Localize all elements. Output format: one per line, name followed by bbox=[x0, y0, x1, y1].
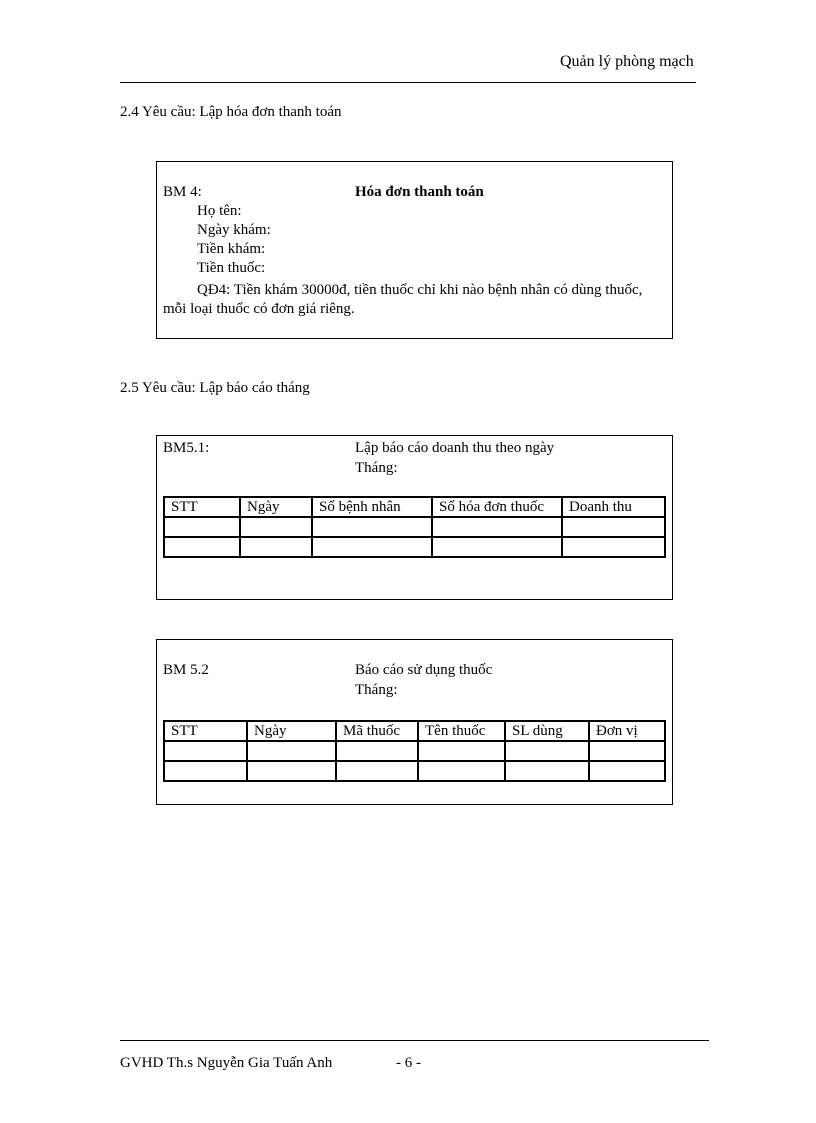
table-bm51 bbox=[163, 496, 666, 558]
col-header-don-vi: Đơn vị bbox=[589, 721, 665, 741]
field-ngay-kham: Ngày khám: bbox=[197, 222, 271, 238]
table-cell bbox=[240, 517, 312, 537]
table-cell bbox=[312, 517, 432, 537]
table-cell bbox=[562, 537, 665, 557]
table-cell bbox=[312, 537, 432, 557]
table-cell bbox=[589, 761, 665, 781]
form-bm52-code: BM 5.2 bbox=[163, 662, 209, 678]
col-header-so-benh-nhan: Số bệnh nhân bbox=[312, 497, 432, 517]
table-cell bbox=[164, 741, 247, 761]
field-ho-ten: Họ tên: bbox=[197, 203, 242, 219]
form-bm51-title: Lập báo cáo doanh thu theo ngày bbox=[355, 440, 555, 456]
table-cell bbox=[562, 517, 665, 537]
table-cell bbox=[240, 537, 312, 557]
col-header-so-hoa-don-thuoc: Số hóa đơn thuốc bbox=[432, 497, 562, 517]
col-header-stt: STT bbox=[164, 721, 247, 741]
field-tien-thuoc: Tiền thuốc: bbox=[197, 260, 266, 276]
form-bm4 bbox=[156, 161, 673, 339]
table-cell bbox=[164, 537, 240, 557]
footer-rule bbox=[120, 1040, 709, 1041]
table-row bbox=[164, 537, 665, 557]
footer-advisor: GVHD Th.s Nguyễn Gia Tuấn Anh bbox=[120, 1055, 333, 1071]
section-24-heading: 2.4 Yêu cầu: Lập hóa đơn thanh toán bbox=[120, 104, 342, 120]
table-row bbox=[164, 517, 665, 537]
form-bm51 bbox=[156, 435, 673, 600]
table-cell bbox=[432, 537, 562, 557]
table-cell bbox=[336, 741, 418, 761]
col-header-doanh-thu: Doanh thu bbox=[562, 497, 665, 517]
table-cell bbox=[336, 761, 418, 781]
table-row bbox=[164, 741, 665, 761]
table-cell bbox=[247, 761, 336, 781]
section-25-heading: 2.5 Yêu cầu: Lập báo cáo tháng bbox=[120, 380, 310, 396]
table-header-row bbox=[164, 721, 665, 741]
form-bm51-code: BM5.1: bbox=[163, 440, 210, 456]
table-cell bbox=[418, 741, 505, 761]
col-header-ngay: Ngày bbox=[247, 721, 336, 741]
table-header-row bbox=[164, 497, 665, 517]
col-header-ngay: Ngày bbox=[240, 497, 312, 517]
col-header-ma-thuoc: Mã thuốc bbox=[336, 721, 418, 741]
form-bm4-code: BM 4: bbox=[163, 184, 202, 200]
field-tien-kham: Tiền khám: bbox=[197, 241, 266, 257]
table-cell bbox=[432, 517, 562, 537]
col-header-stt: STT bbox=[164, 497, 240, 517]
form-bm4-title: Hóa đơn thanh toán bbox=[355, 184, 484, 200]
footer-page-number: - 6 - bbox=[396, 1055, 421, 1071]
rule-qd4: QĐ4: Tiền khám 30000đ, tiền thuốc chỉ khi nào bệnh nhân có dùng thuốc, mỗi loại thuốc có đơn giá riêng. bbox=[163, 282, 643, 317]
col-header-sl-dung: SL dùng bbox=[505, 721, 589, 741]
form-bm51-month-label: Tháng: bbox=[355, 460, 398, 476]
table-cell bbox=[164, 761, 247, 781]
col-header-ten-thuoc: Tên thuốc bbox=[418, 721, 505, 741]
table-cell bbox=[505, 741, 589, 761]
table-cell bbox=[418, 761, 505, 781]
table-cell bbox=[505, 761, 589, 781]
header-rule bbox=[120, 82, 696, 83]
table-cell bbox=[164, 517, 240, 537]
table-cell bbox=[589, 741, 665, 761]
form-bm52 bbox=[156, 639, 673, 805]
table-cell bbox=[247, 741, 336, 761]
form-bm52-title: Báo cáo sử dụng thuốc bbox=[355, 662, 493, 678]
form-bm52-month-label: Tháng: bbox=[355, 682, 398, 698]
table-row bbox=[164, 761, 665, 781]
table-bm52 bbox=[163, 720, 666, 782]
header-title: Quản lý phòng mạch bbox=[560, 53, 694, 70]
